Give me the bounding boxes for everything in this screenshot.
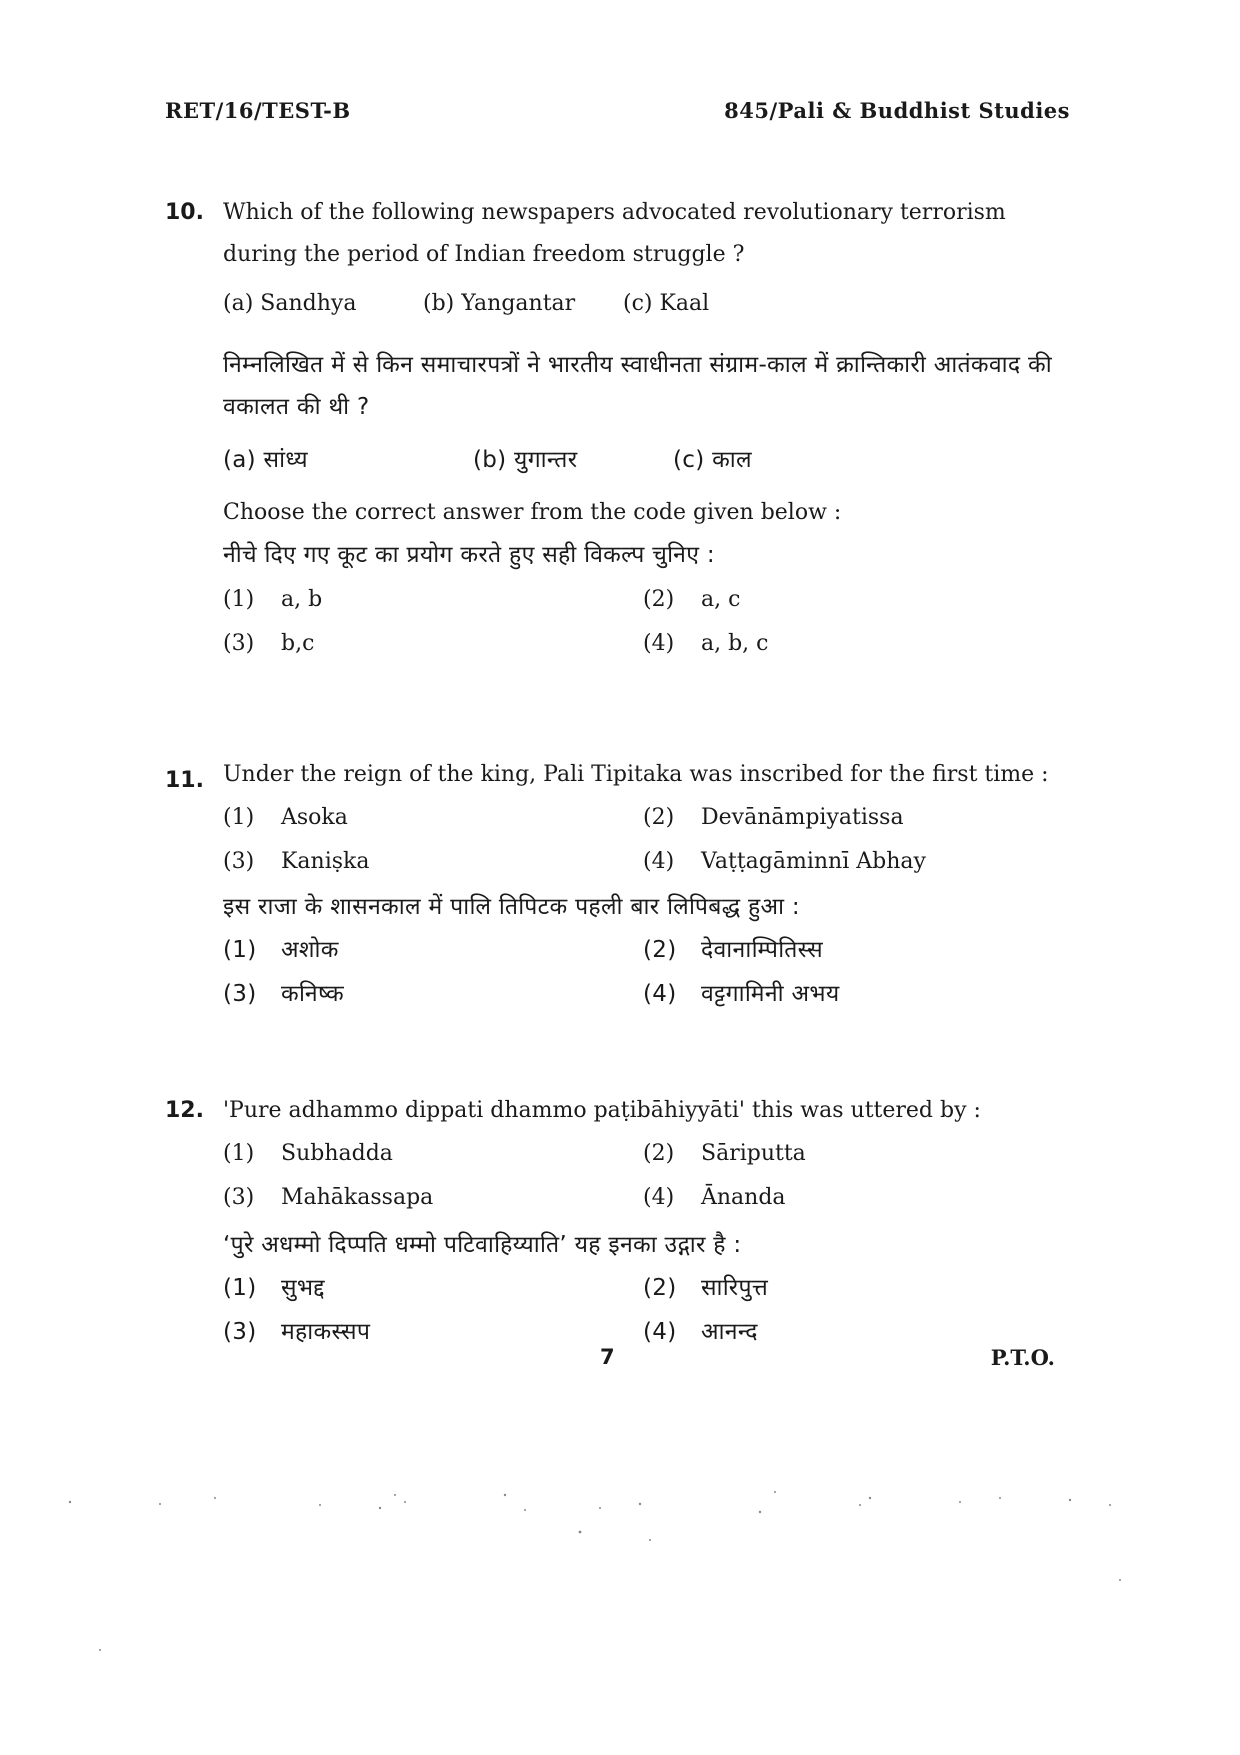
option-label: (4) (643, 849, 675, 874)
option-text: कनिष्क (281, 981, 344, 1007)
statement-list-hi (223, 438, 1075, 482)
option-label: (3) (223, 981, 257, 1007)
option-label: (2) (643, 805, 675, 830)
answer-options-en (223, 1132, 1075, 1220)
statement-item: (c) काल (673, 447, 752, 473)
question-11 (165, 760, 1075, 1016)
option-text: Sāriputta (701, 1141, 806, 1166)
answer-options-hi (223, 928, 1075, 1016)
option-text: Devānāmpiyatissa (701, 805, 904, 830)
question-text-en: Under the reign of the king, Pali Tipitaka was inscribed for the first time : (223, 762, 1049, 787)
option-text: सारिपुत्त (701, 1275, 769, 1301)
option-text: a, b (281, 587, 323, 612)
option-4[interactable] (643, 622, 1063, 666)
option-label: (2) (643, 1141, 675, 1166)
option-1[interactable] (223, 928, 643, 972)
option-text: Ānanda (701, 1185, 786, 1210)
option-label: (2) (643, 937, 677, 963)
option-text: आनन्द (701, 1319, 758, 1345)
option-text: वट्टगामिनी अभय (701, 981, 840, 1007)
question-10 (165, 192, 1075, 666)
option-label: (4) (643, 631, 675, 656)
code-instruction-en: Choose the correct answer from the code given below : (223, 500, 842, 525)
option-3[interactable] (223, 840, 643, 884)
option-1[interactable] (223, 1266, 643, 1310)
option-2[interactable] (643, 578, 1063, 622)
option-2[interactable] (643, 1132, 1063, 1176)
option-label: (1) (223, 805, 255, 830)
code-instruction-hi: नीचे दिए गए कूट का प्रयोग करते हुए सही विकल्प चुनिए : (223, 542, 715, 568)
option-text: b,c (281, 631, 315, 656)
option-3[interactable] (223, 1310, 643, 1354)
option-text: देवानाम्पितिस्स (701, 937, 823, 963)
statement-item: (a) सांध्य (223, 447, 308, 473)
answer-options-en (223, 796, 1075, 884)
option-text: a, b, c (701, 631, 769, 656)
option-label: (4) (643, 1319, 677, 1345)
question-number: 10. (165, 200, 204, 225)
option-label: (3) (223, 849, 255, 874)
question-text-hi: ‘पुरे अधम्मो दिप्पति धम्मो पटिवाहिय्याति’ यह इनका उद्गार है : (223, 1232, 742, 1258)
option-label: (1) (223, 1141, 255, 1166)
question-text-hi: इस राजा के शासनकाल में पालि तिपिटक पहली बार लिपिबद्ध हुआ : (223, 894, 800, 920)
option-text: a, c (701, 587, 741, 612)
option-label: (3) (223, 1319, 257, 1345)
option-1[interactable] (223, 578, 643, 622)
statement-item: (a) Sandhya (223, 291, 357, 316)
option-label: (2) (643, 587, 675, 612)
question-text-en: Which of the following newspapers advocated revolutionary terrorism during the period of Indian freedom struggle ? (223, 200, 1006, 267)
option-text: सुभद्द (281, 1275, 325, 1301)
answer-options-hi (223, 1266, 1075, 1354)
option-2[interactable] (643, 1266, 1063, 1310)
option-2[interactable] (643, 928, 1063, 972)
option-1[interactable] (223, 1132, 643, 1176)
please-turn-over: P.T.O. (990, 1345, 1055, 1370)
option-3[interactable] (223, 1176, 643, 1220)
question-number: 11. (165, 768, 204, 793)
option-label: (4) (643, 1185, 675, 1210)
option-4[interactable] (643, 840, 1063, 884)
page-number: 7 (600, 1345, 615, 1369)
option-label: (1) (223, 1275, 257, 1301)
question-number: 12. (165, 1098, 204, 1123)
option-label: (2) (643, 1275, 677, 1301)
option-text: Kaniṣka (281, 849, 370, 874)
statement-item: (b) Yangantar (423, 291, 576, 316)
option-label: (1) (223, 937, 257, 963)
option-text: Mahākassapa (281, 1185, 434, 1210)
question-12 (165, 1090, 1075, 1354)
option-text: Asoka (281, 805, 348, 830)
option-label: (3) (223, 1185, 255, 1210)
subject-title: 845/Pali & Buddhist Studies (724, 98, 1070, 123)
option-text: महाकस्सप (281, 1319, 371, 1345)
option-label: (1) (223, 587, 255, 612)
option-text: Subhadda (281, 1141, 393, 1166)
option-label: (4) (643, 981, 677, 1007)
option-label: (3) (223, 631, 255, 656)
question-text-hi: निम्नलिखित में से किन समाचारपत्रों ने भारतीय स्वाधीनता संग्राम-काल में क्रान्तिकारी आतंकवाद की वकालत की थी ? (223, 352, 1052, 420)
statement-item: (b) युगान्तर (473, 447, 578, 473)
option-3[interactable] (223, 972, 643, 1016)
option-text: अशोक (281, 937, 339, 963)
answer-options (223, 578, 1075, 666)
option-3[interactable] (223, 622, 643, 666)
option-4[interactable] (643, 1176, 1063, 1220)
statement-item: (c) Kaal (623, 291, 710, 316)
option-4[interactable] (643, 972, 1063, 1016)
scan-noise (0, 1460, 1240, 1660)
paper-code: RET/16/TEST-B (165, 98, 351, 123)
option-1[interactable] (223, 796, 643, 840)
question-text-en: 'Pure adhammo dippati dhammo paṭibāhiyyāti' this was uttered by : (223, 1098, 981, 1123)
statement-list-en (223, 282, 1075, 326)
option-2[interactable] (643, 796, 1063, 840)
option-text: Vaṭṭagāminnī Abhay (701, 849, 926, 874)
